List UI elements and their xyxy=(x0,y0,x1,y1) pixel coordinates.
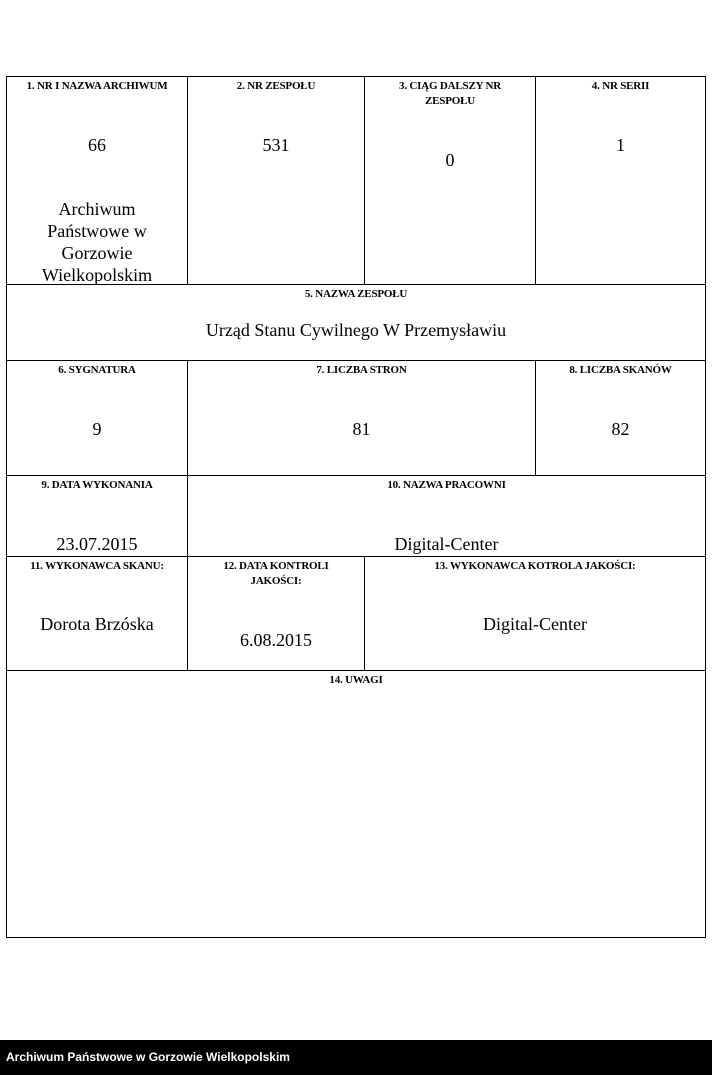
footer-bar xyxy=(0,1040,712,1075)
archive-header: 1. NR I NAZWA ARCHIWUM xyxy=(26,80,168,92)
qc-date-header: 12. DATA KONTROLI JAKOŚCI: xyxy=(223,560,329,587)
execution-date-header: 9. DATA WYKONANIA xyxy=(41,479,153,491)
fonds-name-header: 5. NAZWA ZESPOŁU xyxy=(304,288,408,300)
signature-cell xyxy=(6,360,188,476)
signature-header: 6. SYGNATURA xyxy=(58,364,136,376)
scan-operator-cell xyxy=(6,556,188,671)
archive-cell xyxy=(6,76,188,285)
qc-date-cell xyxy=(187,556,365,671)
fonds-continuation-value: 0 xyxy=(445,150,455,170)
scan-count-value: 82 xyxy=(611,419,630,439)
fonds-number-cell xyxy=(187,76,365,285)
signature-value: 9 xyxy=(92,419,102,439)
workshop-name-value: Digital-Center xyxy=(394,534,499,554)
footer-archive-name: Archiwum Państwowe w Gorzowie Wielkopolskim xyxy=(6,1050,290,1064)
fonds-continuation-header: 3. CIĄG DALSZY NR ZESPOŁU xyxy=(399,80,501,107)
page-count-header: 7. LICZBA STRON xyxy=(316,364,407,376)
scan-operator-header: 11. WYKONAWCA SKANU: xyxy=(30,560,164,572)
qc-operator-header: 13. WYKONAWCA KOTROLA JAKOŚCI: xyxy=(434,560,636,572)
fonds-number-value: 531 xyxy=(262,135,290,155)
qc-operator-cell xyxy=(364,556,706,671)
series-number-cell xyxy=(535,76,706,285)
scan-count-header: 8. LICZBA SKANÓW xyxy=(569,364,672,376)
fonds-name-value: Urząd Stanu Cywilnego W Przemysławiu xyxy=(205,320,507,340)
fonds-continuation-cell xyxy=(364,76,536,285)
scan-operator-value: Dorota Brzóska xyxy=(40,614,154,634)
fonds-number-header: 2. NR ZESPOŁU xyxy=(236,80,316,92)
execution-date-cell xyxy=(6,475,188,557)
execution-date-value: 23.07.2015 xyxy=(56,534,138,554)
remarks-header: 14. UWAGI xyxy=(329,674,383,686)
archive-name: Archiwum Państwowe w Gorzowie Wielkopolskim xyxy=(41,199,153,285)
qc-operator-value: Digital-Center xyxy=(483,614,587,634)
workshop-name-cell xyxy=(187,475,706,557)
page-count-cell xyxy=(187,360,536,476)
workshop-name-header: 10. NAZWA PRACOWNI xyxy=(387,479,506,491)
fonds-name-cell xyxy=(6,284,706,361)
archive-number: 66 xyxy=(88,135,106,155)
page-count-value: 81 xyxy=(352,419,371,439)
remarks-cell xyxy=(6,670,706,938)
series-number-value: 1 xyxy=(616,135,625,155)
qc-date-value: 6.08.2015 xyxy=(240,630,312,650)
scan-count-cell xyxy=(535,360,706,476)
series-number-header: 4. NR SERII xyxy=(591,80,650,92)
